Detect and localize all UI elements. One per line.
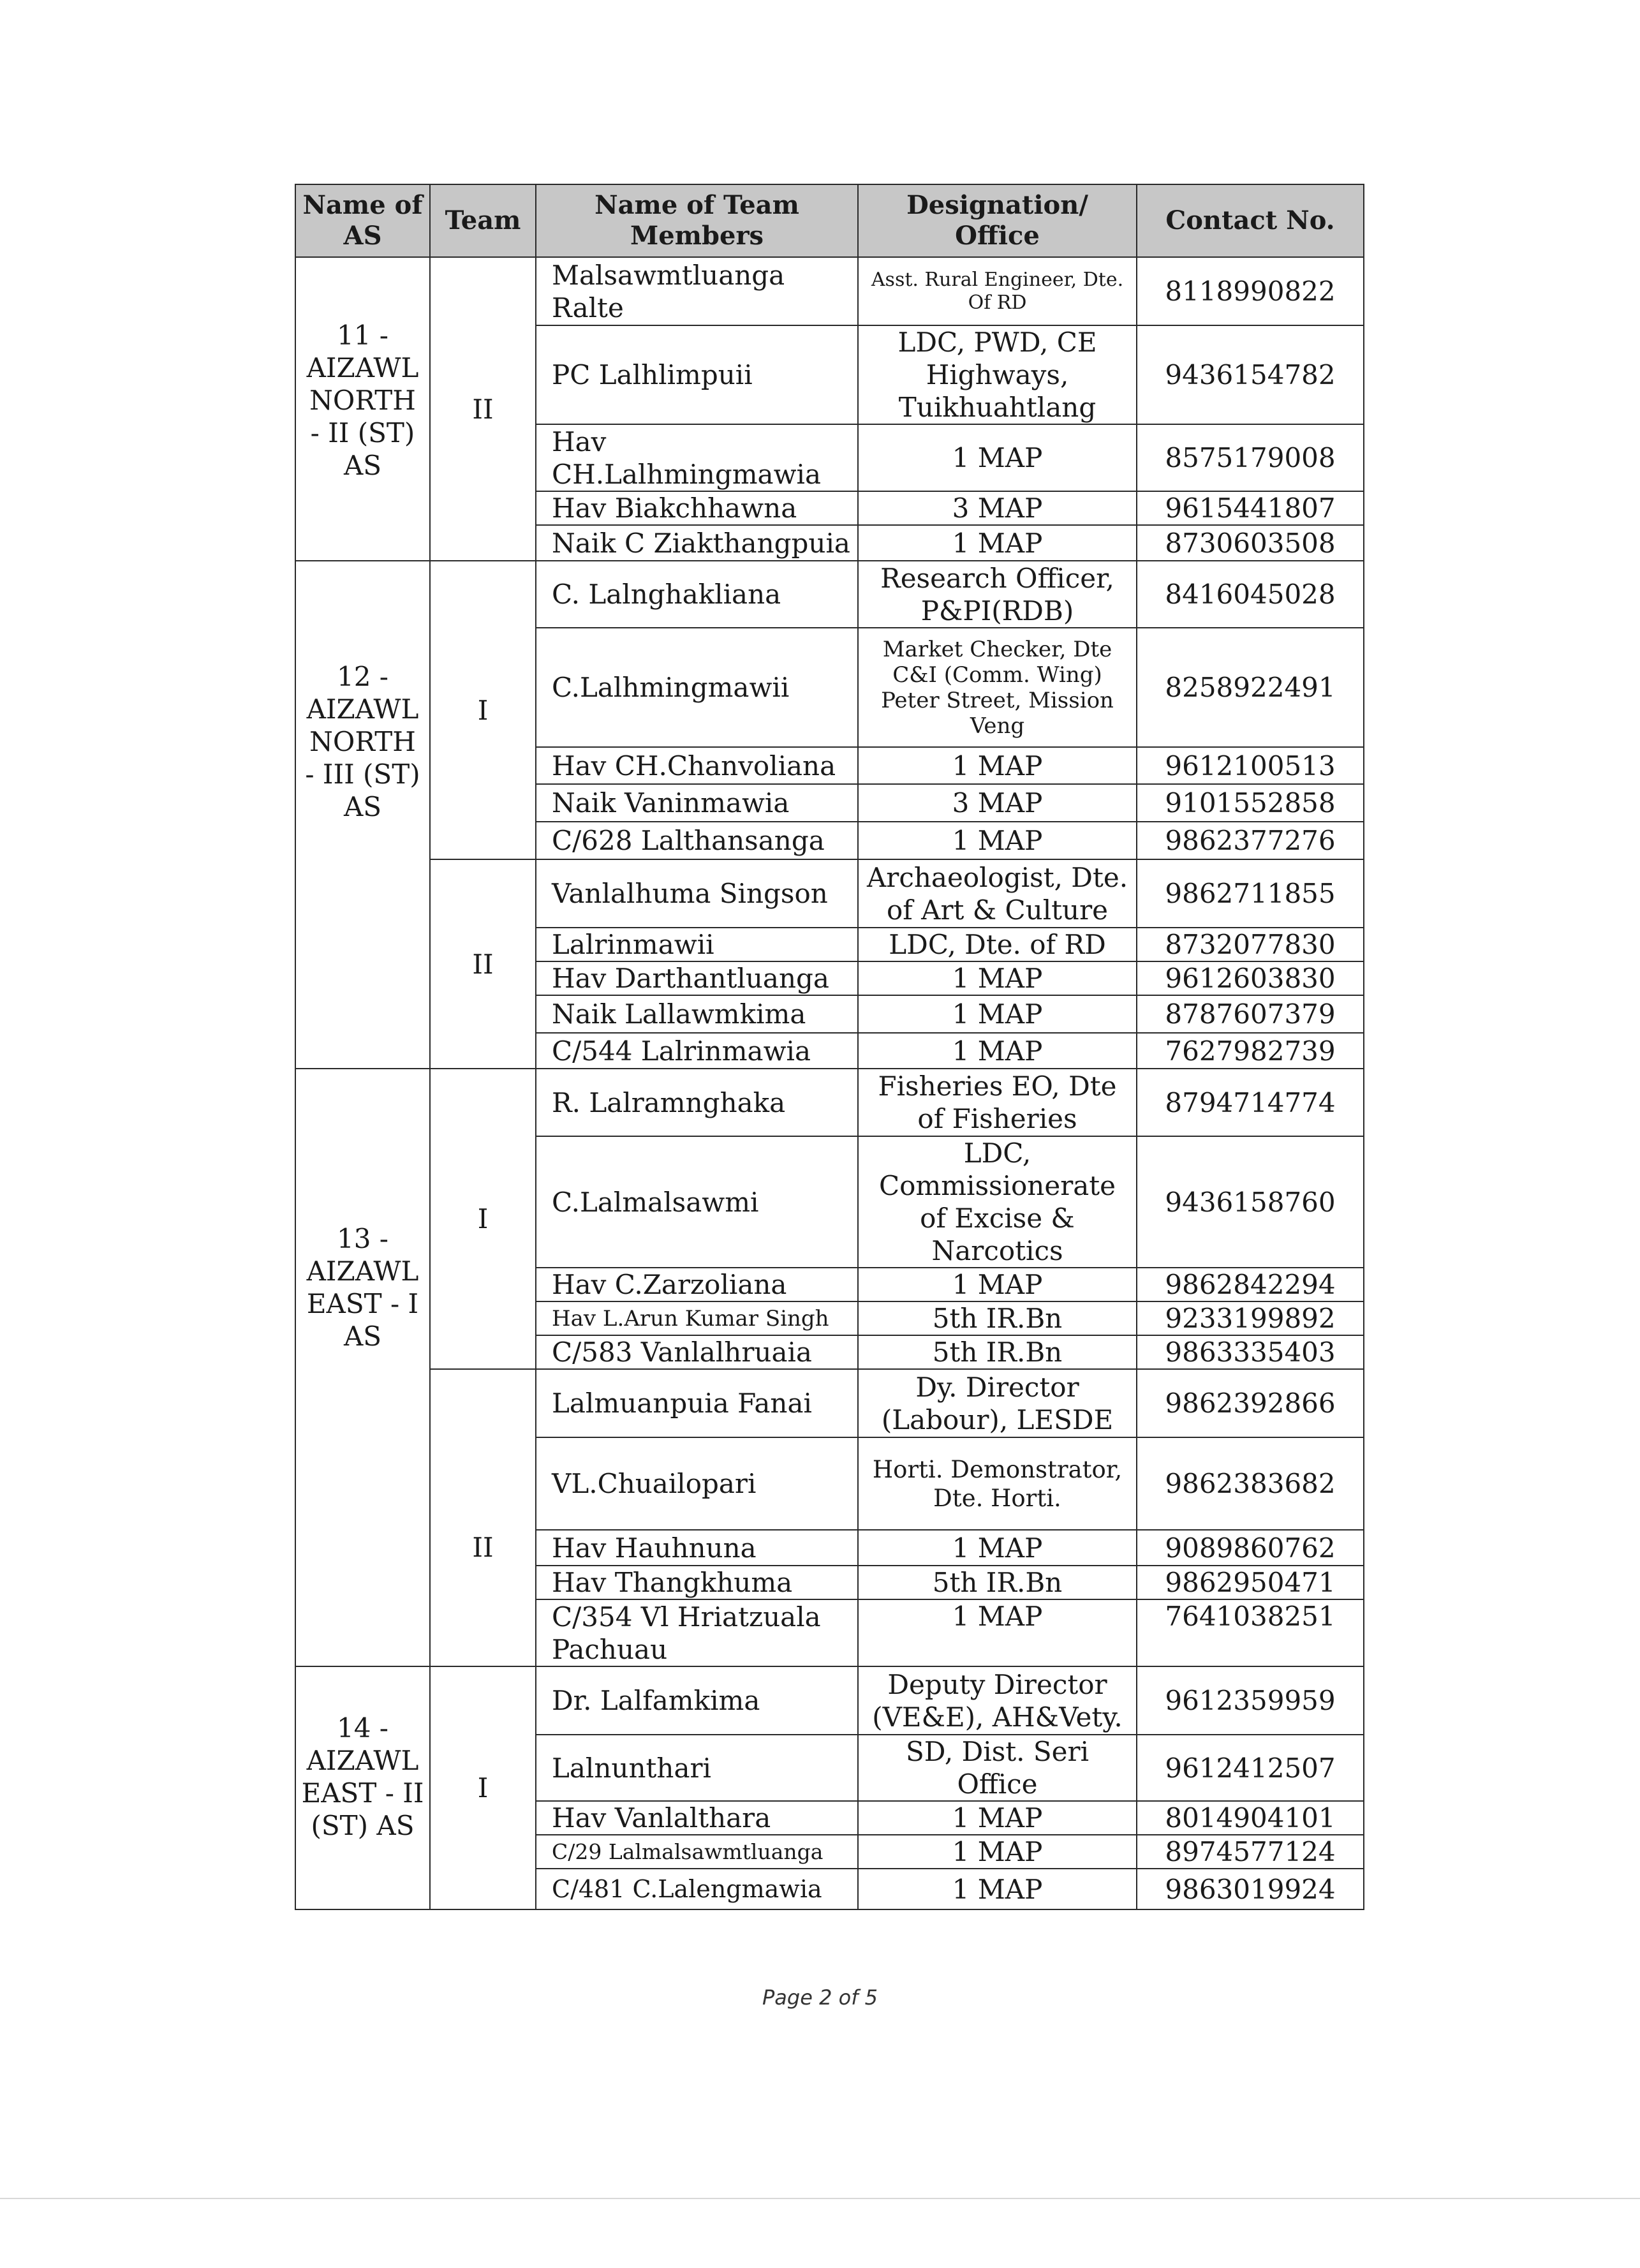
- designation: 1 MAP: [858, 1268, 1137, 1301]
- member-name: Naik Vaninmawia: [536, 784, 858, 822]
- contact-number: 9862950471: [1137, 1566, 1364, 1599]
- member-name: Naik Lallawmkima: [536, 995, 858, 1033]
- contact-number: 9612603830: [1137, 961, 1364, 995]
- contact-number: 9089860762: [1137, 1530, 1364, 1566]
- member-name: C/583 Vanlalhruaia: [536, 1335, 858, 1369]
- member-name: VL.Chuailopari: [536, 1437, 858, 1530]
- member-name: Dr. Lalfamkima: [536, 1666, 858, 1735]
- as-name-cell: 12 - AIZAWL NORTH - III (ST) AS: [295, 561, 430, 1069]
- as-team-table: [295, 184, 1364, 1910]
- designation: SD, Dist. Seri Office: [858, 1735, 1137, 1801]
- contact-number: 8258922491: [1137, 628, 1364, 747]
- designation: Research Officer, P&PI(RDB): [858, 561, 1137, 628]
- table-row: [295, 1666, 1364, 1735]
- contact-number: 8416045028: [1137, 561, 1364, 628]
- member-name: R. Lalramnghaka: [536, 1069, 858, 1136]
- member-name: Hav Hauhnuna: [536, 1530, 858, 1566]
- as-name-cell: 11 - AIZAWL NORTH - II (ST) AS: [295, 257, 430, 561]
- contact-number: 8575179008: [1137, 424, 1364, 491]
- header-contact: Contact No.: [1137, 184, 1364, 257]
- member-name: C/354 Vl Hriatzuala Pachuau: [536, 1599, 858, 1666]
- contact-number: 8787607379: [1137, 995, 1364, 1033]
- member-name: C/29 Lalmalsawmtluanga: [536, 1835, 858, 1869]
- member-name: Hav CH.Chanvoliana: [536, 747, 858, 784]
- member-name: Hav Thangkhuma: [536, 1566, 858, 1599]
- member-name: Lalnunthari: [536, 1735, 858, 1801]
- as-name-cell: 13 - AIZAWL EAST - I AS: [295, 1069, 430, 1666]
- contact-number: 8794714774: [1137, 1069, 1364, 1136]
- table-row: [295, 859, 1364, 928]
- designation: Dy. Director (Labour), LESDE: [858, 1369, 1137, 1437]
- member-name: C. Lalnghakliana: [536, 561, 858, 628]
- team-cell: I: [430, 1666, 536, 1909]
- member-name: Hav CH.Lalhmingmawia: [536, 424, 858, 491]
- contact-number: 9612359959: [1137, 1666, 1364, 1735]
- member-name: C/544 Lalrinmawia: [536, 1033, 858, 1069]
- designation: Deputy Director (VE&E), AH&Vety.: [858, 1666, 1137, 1735]
- designation: 1 MAP: [858, 525, 1137, 561]
- header-team-members: Name of Team Members: [536, 184, 858, 257]
- member-name: Naik C Ziakthangpuia: [536, 525, 858, 561]
- designation: Archaeologist, Dte. of Art & Culture: [858, 859, 1137, 928]
- member-name: Hav Biakchhawna: [536, 491, 858, 525]
- designation: LDC, Dte. of RD: [858, 928, 1137, 961]
- team-cell: I: [430, 561, 536, 859]
- header-row: [295, 184, 1364, 257]
- designation: 1 MAP: [858, 747, 1137, 784]
- member-name: Hav C.Zarzoliana: [536, 1268, 858, 1301]
- contact-number: 9863335403: [1137, 1335, 1364, 1369]
- contact-number: 9862842294: [1137, 1268, 1364, 1301]
- contact-number: 9862377276: [1137, 822, 1364, 859]
- contact-number: 8118990822: [1137, 257, 1364, 325]
- designation: 1 MAP: [858, 1530, 1137, 1566]
- contact-number: 9862383682: [1137, 1437, 1364, 1530]
- designation: 1 MAP: [858, 1835, 1137, 1869]
- member-name: C/628 Lalthansanga: [536, 822, 858, 859]
- contact-number: 9101552858: [1137, 784, 1364, 822]
- designation: 3 MAP: [858, 491, 1137, 525]
- team-cell: II: [430, 1369, 536, 1666]
- contact-number: 7641038251: [1137, 1599, 1364, 1666]
- designation: 1 MAP: [858, 1801, 1137, 1835]
- member-name: Hav Darthantluanga: [536, 961, 858, 995]
- bottom-divider: [0, 2198, 1640, 2199]
- team-cell: I: [430, 1069, 536, 1369]
- header-name-of-as: Name of AS: [295, 184, 430, 257]
- contact-number: 9436158760: [1137, 1136, 1364, 1268]
- page-number: Page 2 of 5: [762, 1985, 878, 2010]
- member-name: Hav L.Arun Kumar Singh: [536, 1301, 858, 1335]
- designation: 1 MAP: [858, 995, 1137, 1033]
- contact-number: 9612100513: [1137, 747, 1364, 784]
- designation: 1 MAP: [858, 424, 1137, 491]
- contact-number: 9612412507: [1137, 1735, 1364, 1801]
- designation: Market Checker, Dte C&I (Comm. Wing) Peter Street, Mission Veng: [858, 628, 1137, 747]
- designation: LDC, Commissionerate of Excise & Narcotics: [858, 1136, 1137, 1268]
- designation: 5th IR.Bn: [858, 1335, 1137, 1369]
- header-designation: Designation/ Office: [858, 184, 1137, 257]
- contact-number: 9862392866: [1137, 1369, 1364, 1437]
- table-row: [295, 1369, 1364, 1437]
- designation: 5th IR.Bn: [858, 1301, 1137, 1335]
- as-name-cell: 14 - AIZAWL EAST - II (ST) AS: [295, 1666, 430, 1909]
- member-name: Lalmuanpuia Fanai: [536, 1369, 858, 1437]
- contact-number: 7627982739: [1137, 1033, 1364, 1069]
- member-name: Hav Vanlalthara: [536, 1801, 858, 1835]
- designation: 1 MAP: [858, 1033, 1137, 1069]
- designation: 3 MAP: [858, 784, 1137, 822]
- contact-number: 9862711855: [1137, 859, 1364, 928]
- designation: 1 MAP: [858, 1599, 1137, 1666]
- member-name: PC Lalhlimpuii: [536, 325, 858, 424]
- designation: Asst. Rural Engineer, Dte. Of RD: [858, 257, 1137, 325]
- contact-number: 8732077830: [1137, 928, 1364, 961]
- team-cell: II: [430, 859, 536, 1069]
- contact-number: 9615441807: [1137, 491, 1364, 525]
- member-name: Lalrinmawii: [536, 928, 858, 961]
- member-name: C.Lalmalsawmi: [536, 1136, 858, 1268]
- member-name: Vanlalhuma Singson: [536, 859, 858, 928]
- designation: 1 MAP: [858, 1869, 1137, 1909]
- contact-number: 8974577124: [1137, 1835, 1364, 1869]
- table-row: [295, 561, 1364, 628]
- designation: Horti. Demonstrator, Dte. Horti.: [858, 1437, 1137, 1530]
- member-name: C.Lalhmingmawii: [536, 628, 858, 747]
- team-cell: II: [430, 257, 536, 561]
- table-row: [295, 1069, 1364, 1136]
- contact-number: 8730603508: [1137, 525, 1364, 561]
- designation: 1 MAP: [858, 822, 1137, 859]
- contact-number: 9436154782: [1137, 325, 1364, 424]
- header-team: Team: [430, 184, 536, 257]
- member-name: Malsawmtluanga Ralte: [536, 257, 858, 325]
- contact-number: 9863019924: [1137, 1869, 1364, 1909]
- contact-number: 9233199892: [1137, 1301, 1364, 1335]
- table-row: [295, 257, 1364, 325]
- designation: LDC, PWD, CE Highways, Tuikhuahtlang: [858, 325, 1137, 424]
- contact-number: 8014904101: [1137, 1801, 1364, 1835]
- designation: 5th IR.Bn: [858, 1566, 1137, 1599]
- member-name: C/481 C.Lalengmawia: [536, 1869, 858, 1909]
- designation: 1 MAP: [858, 961, 1137, 995]
- designation: Fisheries EO, Dte of Fisheries: [858, 1069, 1137, 1136]
